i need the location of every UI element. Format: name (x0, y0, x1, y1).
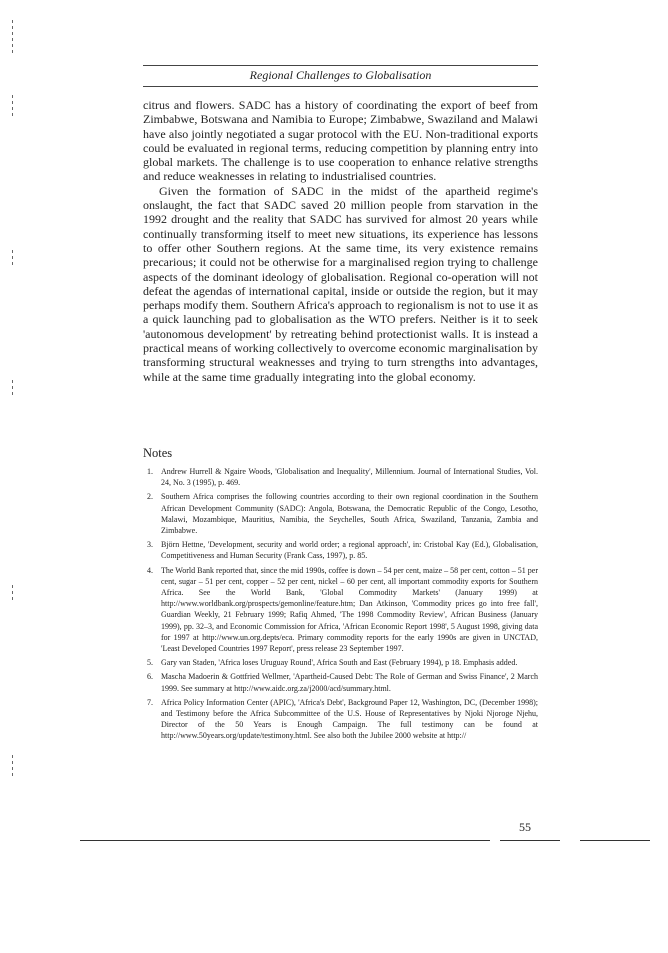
note-item (143, 671, 538, 693)
binding-marks (12, 250, 14, 268)
note-number: 4. (147, 565, 153, 575)
paragraph: Given the formation of SADC in the midst of the apartheid regime's onslaught, the fact that SADC saved 20 million people from starvation in the 1992 drought and the reality that SADC has survived for almost 20 years while continually transforming itself to meet new situations, its experience has lessons to offer other Southern regions. At the same time, its very existence remains precarious; it could not be otherwise for a marginalised region trying to challenge aspects of the dominant ideology of globalisation. Regional co-operation will not defeat the agendas of international capital, inside or outside the region, but it may perhaps modify them. Southern Africa's approach to regionalism is not to use it as a quick launching pad to globalisation as the WTO prefers. Neither is it to seek 'autonomous development' by retreating behind protectionist walls. It is instead a practical means of working collectively to overcome economic marginalisation by transforming structural weaknesses and trying to turn strengths into advantages, while at the same time gradually integrating into the global economy. (143, 183, 538, 384)
note-item (143, 539, 538, 561)
note-item (143, 491, 538, 536)
note-text: Southern Africa comprises the following countries according to their own regional coordination in the Southern African Development Community (SADC): Angola, Botswana, the Democratic Republic of the Congo, Lesotho, Malawi, Mozambique, Mauritius, Namibia, the Seychelles, South Africa, Swaziland, Tanzania, Zambia and Zimbabwe. (161, 492, 538, 536)
note-number: 5. (147, 658, 153, 668)
running-head: Regional Challenges to Globalisation (249, 68, 432, 82)
note-number: 1. (147, 467, 153, 476)
page-number: 55 (519, 820, 531, 834)
binding-marks (12, 20, 14, 56)
note-text: Gary van Staden, 'Africa loses Uruguay Round', Africa South and East (February 1994), p 18. Emphasis added. (161, 658, 518, 668)
note-text: Andrew Hurrell & Ngaire Woods, 'Globalisation and Inequality', Millennium. Journal of International Studies, Vol. 24, No. 3 (1995), p. 469. (161, 467, 538, 488)
header-rule-top (143, 65, 538, 66)
binding-marks (12, 380, 14, 398)
note-text: Mascha Madoerin & Gottfried Wellmer, 'Apartheid-Caused Debt: The Role of German and Swiss Finance', 2 March 1999. See summary at http://www.aidc.org.za/j2000/acd/summary.html. (161, 672, 538, 693)
note-item (143, 657, 538, 668)
binding-marks (12, 585, 14, 603)
note-item (143, 466, 538, 488)
note-number: 7. (147, 697, 153, 707)
note-text: Björn Hettne, 'Development, security and world order; a regional approach', in: Cristobal Kay (Ed.), Globalisation, Competitiveness and Human Security (Frank Cass, 1997), p. 85. (161, 540, 538, 561)
footer-rule (80, 838, 660, 844)
note-item (143, 697, 538, 742)
paragraph: citrus and flowers. SADC has a history of coordinating the export of beef from Zimbabwe, Botswana and Namibia to Europe; Zimbabwe, Swaziland and Malawi have also jointly negotiated a sugar protocol with the EU. Non-traditional exports could be evaluated in regional terms, reducing competition by planning entry into global markets. The challenge is to use cooperation to enhance relative strengths and reduce weaknesses in relating to industrialised countries. (143, 98, 538, 184)
notes-list (143, 466, 538, 745)
header-rule-bottom (143, 86, 538, 87)
body-text (143, 98, 538, 384)
note-item (143, 565, 538, 655)
note-text: The World Bank reported that, since the mid 1990s, coffee is down – 54 per cent, maize – 58 per cent, cotton – 51 per cent, sugar – 51 per cent, copper – 52 per cent, nickel – 60 per cent, all important commodity exports for Southern Africa. See the World Bank, 'Global Commodity Markets' (January 1999) at http://www.worldbank.org/prospects/gemonline/feature.htm; Dan Atkinson, 'Commodity prices go into free fall', Guardian Weekly, 21 February 1999; Rafiq Ahmed, 'The 1998 Commodity Review', African Business (January 1999), pp. 32–3, and Economic Commission for Africa, 'African Economic Report 1998', 5 August 1998, giving data for 1997 at http://www.un.org.depts/eca. Primary commodity reports for the early 1990s are given in UNCTAD, 'Least Developed Countries 1997 Report', press release 23 September 1997. (161, 565, 538, 654)
binding-marks (12, 755, 14, 779)
note-number: 6. (147, 672, 153, 682)
note-number: 2. (147, 492, 153, 502)
binding-marks (12, 95, 14, 119)
note-text: Africa Policy Information Center (APIC), 'Africa's Debt', Background Paper 12, Washington, DC, (December 1998); and Testimony before the Africa Subcommittee of the U.S. House of Representatives by Njoki Njoroge Njehu, Director of the 50 Years is Enough Campaign. The full testimony can be found at http://www.50years.org/update/testimony.html. See also both the Jubilee 2000 website at http:// (161, 697, 538, 741)
note-number: 3. (147, 540, 153, 550)
notes-heading: Notes (143, 446, 173, 460)
